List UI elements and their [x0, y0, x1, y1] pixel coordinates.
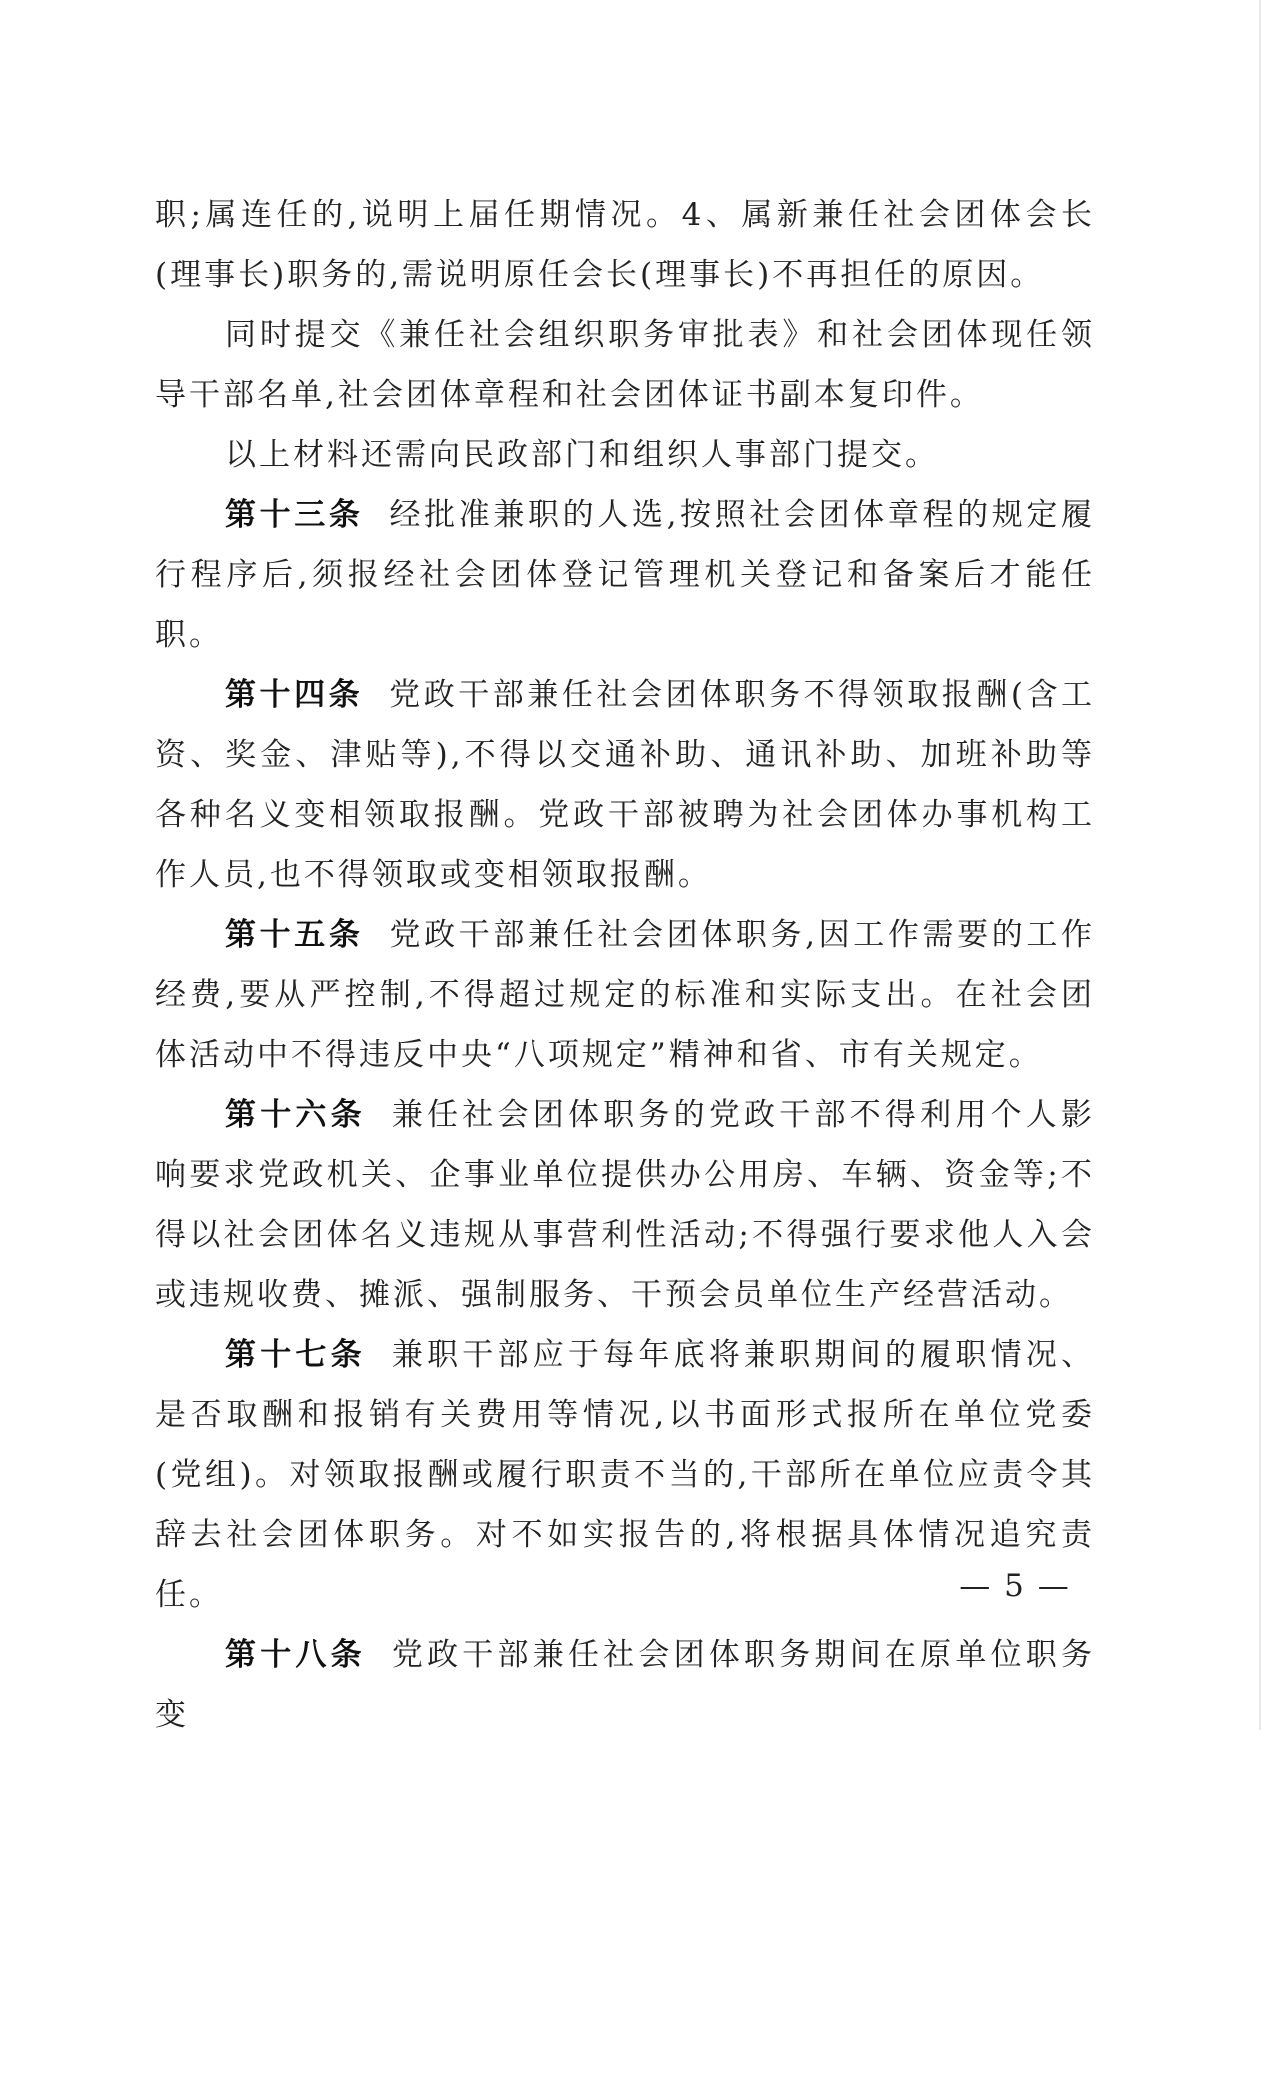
- article-16: [155, 1085, 1095, 1325]
- paragraph-materials: [155, 425, 1095, 485]
- article-text: 党政干部兼任社会团体职务不得领取报酬(含工资、奖金、津贴等),不得以交通补助、通讯补助、加班补助等各种名义变相领取报酬。党政干部被聘为社会团体办事机构工作人员,也不得领取或变相领取报酬。: [155, 677, 1096, 893]
- article-text: 党政干部兼任社会团体职务,因工作需要的工作经费,要从严控制,不得超过规定的标准和实际支出。在社会团体活动中不得违反中央“八项规定”精神和省、市有关规定。: [155, 917, 1096, 1073]
- article-14: [155, 665, 1095, 905]
- paragraph-submission: [155, 305, 1095, 425]
- article-heading: 第十七条: [225, 1337, 366, 1373]
- article-heading: 第十八条: [225, 1637, 366, 1673]
- article-text: 兼职干部应于每年底将兼职期间的履职情况、是否取酬和报销有关费用等情况,以书面形式报所在单位党委(党组)。对领取报酬或履行职责不当的,干部所在单位应责令其辞去社会团体职务。对不如实报告的,将根据具体情况追究责任。: [155, 1337, 1096, 1613]
- article-heading: 第十四条: [225, 677, 364, 713]
- article-text: 经批准兼职的人选,按照社会团体章程的规定履行程序后,须报经社会团体登记管理机关登记和备案后才能任职。: [155, 497, 1096, 653]
- article-text: 党政干部兼任社会团体职务期间在原单位职务变: [155, 1637, 1096, 1733]
- scan-edge-line: [1259, 0, 1261, 1730]
- article-heading: 第十六条: [225, 1097, 366, 1133]
- paragraph-continuation: [155, 185, 1095, 305]
- paragraph-text: 职;属连任的,说明上届任期情况。4、属新兼任社会团体会长(理事长)职务的,需说明原任会长(理事长)不再担任的原因。: [155, 197, 1095, 293]
- page-number: — 5 —: [959, 1568, 1071, 1604]
- document-body: [155, 185, 1095, 1745]
- paragraph-text: 以上材料还需向民政部门和组织人事部门提交。: [225, 437, 939, 473]
- article-heading: 第十三条: [225, 497, 364, 533]
- article-18: [155, 1625, 1095, 1745]
- article-text: 兼任社会团体职务的党政干部不得利用个人影响要求党政机关、企事业单位提供办公用房、车辆、资金等;不得以社会团体名义违规从事营利性活动;不得强行要求他人入会或违规收费、摊派、强制服务、干预会员单位生产经营活动。: [155, 1097, 1096, 1313]
- article-heading: 第十五条: [225, 917, 364, 953]
- article-13: [155, 485, 1095, 665]
- paragraph-text: 同时提交《兼任社会组织职务审批表》和社会团体现任领导干部名单,社会团体章程和社会团体证书副本复印件。: [155, 317, 1095, 413]
- article-15: [155, 905, 1095, 1085]
